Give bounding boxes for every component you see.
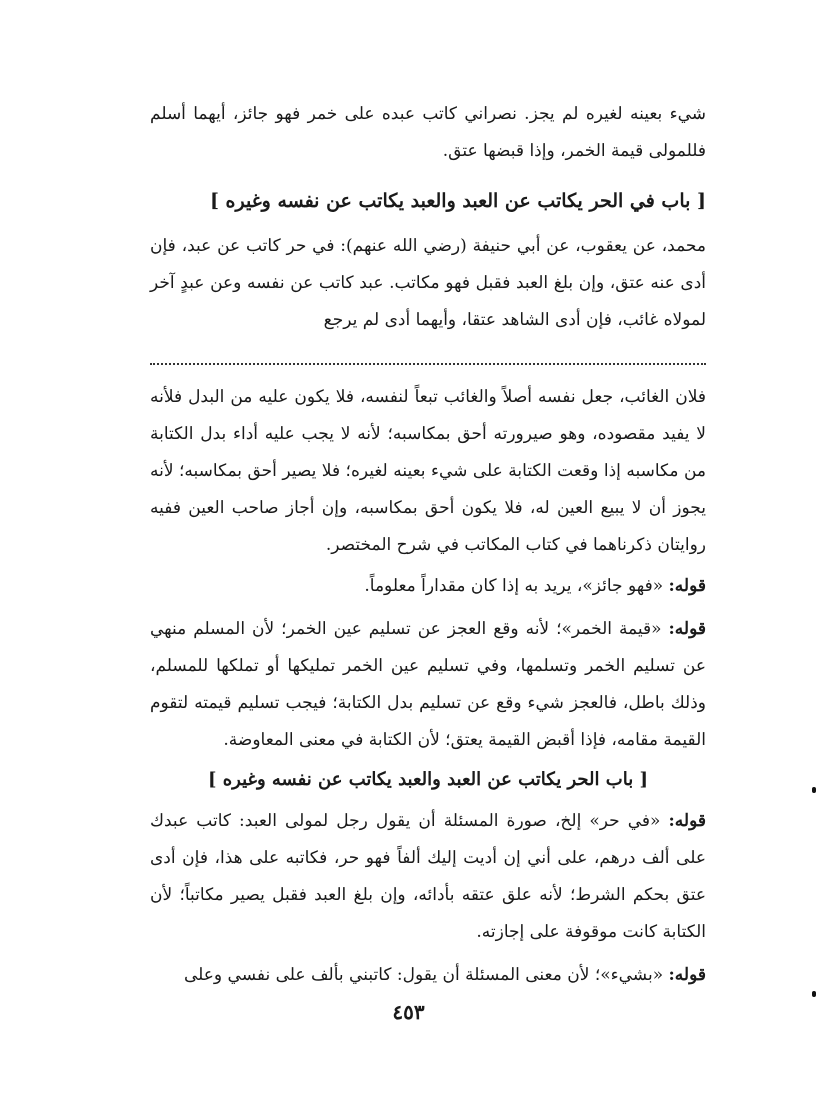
qawl-label: قوله:	[668, 619, 707, 639]
main-paragraph-1-text: شيء بعينه لغيره لم يجز. نصراني كاتب عبده على خمر فهو جائز، أيهما أسلم فللمولى قيمة الخمر، وإذا قبضها عتق.	[150, 104, 706, 161]
commentary-paragraph-5	[150, 957, 706, 994]
scan-edge-mark	[812, 787, 816, 793]
main-paragraph-1	[150, 96, 706, 170]
commentary-paragraph-1-text: فلان الغائب، جعل نفسه أصلاً والغائب تبعاً لنفسه، فلا يكون عليه من البدل فلأنه لا يفيد مقصوده، وهو صيرورته أحق بمكاسبه؛ لأنه لا يجب عليه أداء بدل الكتابة من مكاسبه إذا وقعت الكتابة على شيء بعينه لغيره؛ فلا يصير أحق بمكاسبه؛ لأنه يجوز أن لا يبيع العين له، فلا يكون أحق بمكاسبه، وإن أجاز صاحب العين ففيه روايتان ذكرناهما في كتاب المكاتب في شرح المختصر.	[150, 387, 706, 555]
commentary-paragraph-2	[150, 568, 706, 605]
page-body	[150, 96, 706, 994]
scan-edge-mark	[812, 991, 816, 997]
commentary-paragraph-4	[150, 803, 706, 951]
commentary-paragraph-5-text: «بشيء»؛ لأن معنى المسئلة أن يقول: كاتبني بألف على نفسي وعلى	[183, 965, 664, 985]
chapter-heading-main: [ باب في الحر يكاتب عن العبد والعبد يكاتب عن نفسه وغيره ]	[209, 190, 706, 212]
main-paragraph-2-text: محمد، عن يعقوب، عن أبي حنيفة (رضي الله عنهم): في حر كاتب عن عبد، فإن أدى عنه عتق، وإن بلغ العبد فقبل فهو مكاتب. عبد كاتب عن نفسه وعن عبدٍ آخر لمولاه غائب، فإن أدى الشاهد عتقا، وأيهما أدى لم يرجع	[150, 236, 706, 330]
footnote-divider	[150, 363, 706, 365]
commentary-paragraph-3	[150, 611, 706, 759]
commentary-paragraph-4-text: «في حر» إلخ، صورة المسئلة أن يقول رجل لمولى العبد: كاتب عبدك على ألف درهم، على أني إن أديت إليك ألفاً فهو حر، فكاتبه على هذا، فإن أدى عتق بحكم الشرط؛ لأنه علق عتقه بأدائه، وإن بلغ العبد فقبل يصير مكاتباً؛ لأن الكتابة كانت موقوفة على إجازته.	[150, 811, 706, 942]
main-paragraph-2	[150, 228, 706, 339]
page-number: ٤٥٣	[392, 1000, 425, 1024]
commentary-paragraph-3-text: «قيمة الخمر»؛ لأنه وقع العجز عن تسليم عين الخمر؛ لأن المسلم منهي عن تسليم الخمر وتسلمها، وفي تسليم عين الخمر تمليكها أو تملكها للمسلم، وذلك باطل، فالعجز شيء وقع عن تسليم بدل الكتابة؛ فيجب تسليم قيمته لتقوم القيمة مقامه، فإذا أقبض القيمة يعتق؛ لأن الكتابة في معنى المعاوضة.	[150, 619, 706, 750]
commentary-paragraph-2-text: «فهو جائز»، يريد به إذا كان مقداراً معلوماً.	[364, 576, 664, 596]
qawl-label: قوله:	[668, 811, 706, 831]
qawl-label: قوله:	[668, 576, 706, 596]
commentary-paragraph-1	[150, 379, 706, 564]
qawl-label: قوله:	[668, 965, 706, 985]
chapter-heading-commentary: [ باب الحر يكاتب عن العبد والعبد يكاتب عن نفسه وغيره ]	[207, 769, 649, 790]
